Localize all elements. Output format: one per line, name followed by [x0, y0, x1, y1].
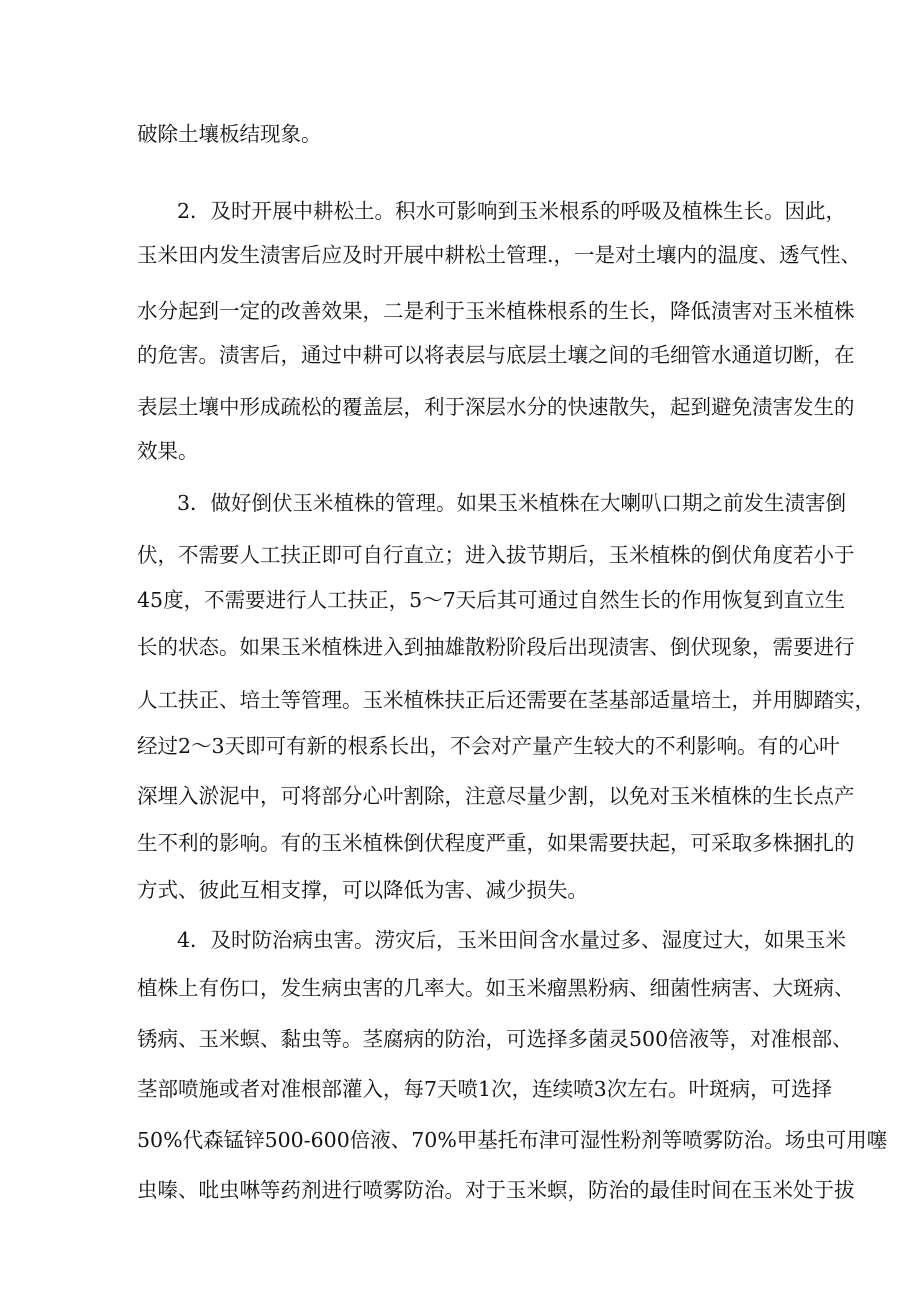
paragraph-3-line-4: 长的状态。如果玉米植株进入到抽雄散粉阶段后出现渍害、倒伏现象，需要进行: [137, 635, 855, 659]
paragraph-3-line-6: 经过2～3天即可有新的根系长出，不会对产量产生较大的不利影响。有的心叶: [137, 734, 840, 758]
paragraph-4-line-1: 4．及时防治病虫害。涝灾后，玉米田间含水量过多、湿度过大，如果玉米: [177, 928, 847, 952]
paragraph-4-line-6: 虫嗪、吡虫啉等药剂进行喷雾防治。对于玉米螟，防治的最佳时间在玉米处于拔: [137, 1178, 855, 1202]
paragraph-1-line-1: 破除土壤板结现象。: [137, 122, 322, 146]
paragraph-4-line-2: 植株上有伤口，发生病虫害的几率大。如玉米瘤黑粉病、细菌性病害、大斑病、: [137, 976, 855, 1000]
paragraph-2-line-3: 水分起到一定的改善效果，二是利于玉米植株根系的生长，降低渍害对玉米植株: [137, 299, 855, 323]
paragraph-4-line-5: 50%代森锰锌500-600倍液、70%甲基托布津可湿性粉剂等喷雾防治。场虫可用噻: [137, 1128, 888, 1152]
paragraph-4-line-4: 茎部喷施或者对准根部灌入，每7天喷1次，连续喷3次左右。叶斑病，可选择: [137, 1077, 833, 1101]
paragraph-2-line-1: 2．及时开展中耕松土。积水可影响到玉米根系的呼吸及植株生长。因此，: [177, 199, 847, 223]
paragraph-3-line-9: 方式、彼此互相支撑，可以降低为害、减少损失。: [137, 878, 588, 902]
paragraph-3-line-8: 生不利的影响。有的玉米植株倒伏程度严重，如果需要扶起，可采取多株捆扎的: [137, 831, 855, 855]
paragraph-4-line-3: 锈病、玉米螟、黏虫等。茎腐病的防治，可选择多菌灵500倍液等，对准根部、: [137, 1027, 853, 1051]
paragraph-2-line-5: 表层土壤中形成疏松的覆盖层，利于深层水分的快速散失，起到避免渍害发生的: [137, 395, 855, 419]
paragraph-2-line-2: 玉米田内发生渍害后应及时开展中耕松土管理.，一是对土壤内的温度、透气性、: [137, 243, 862, 267]
paragraph-2-line-6: 效果。: [137, 439, 199, 463]
paragraph-3-line-7: 深埋入淤泥中，可将部分心叶割除，注意尽量少割，以免对玉米植株的生长点产: [137, 784, 855, 808]
paragraph-3-line-2: 伏，不需要人工扶正即可自行直立；进入拔节期后，玉米植株的倒伏角度若小于: [137, 543, 855, 567]
paragraph-2-line-4: 的危害。渍害后，通过中耕可以将表层与底层土壤之间的毛细管水通道切断，在: [137, 343, 855, 367]
paragraph-3-line-5: 人工扶正、培土等管理。玉米植株扶正后还需要在茎基部适量培土，并用脚踏实，: [137, 688, 875, 712]
paragraph-3-line-3: 45度，不需要进行人工扶正，5～7天后其可通过自然生长的作用恢复到直立生: [137, 588, 846, 612]
paragraph-3-line-1: 3．做好倒伏玉米植株的管理。如果玉米植株在大喇叭口期之前发生渍害倒: [177, 491, 847, 515]
